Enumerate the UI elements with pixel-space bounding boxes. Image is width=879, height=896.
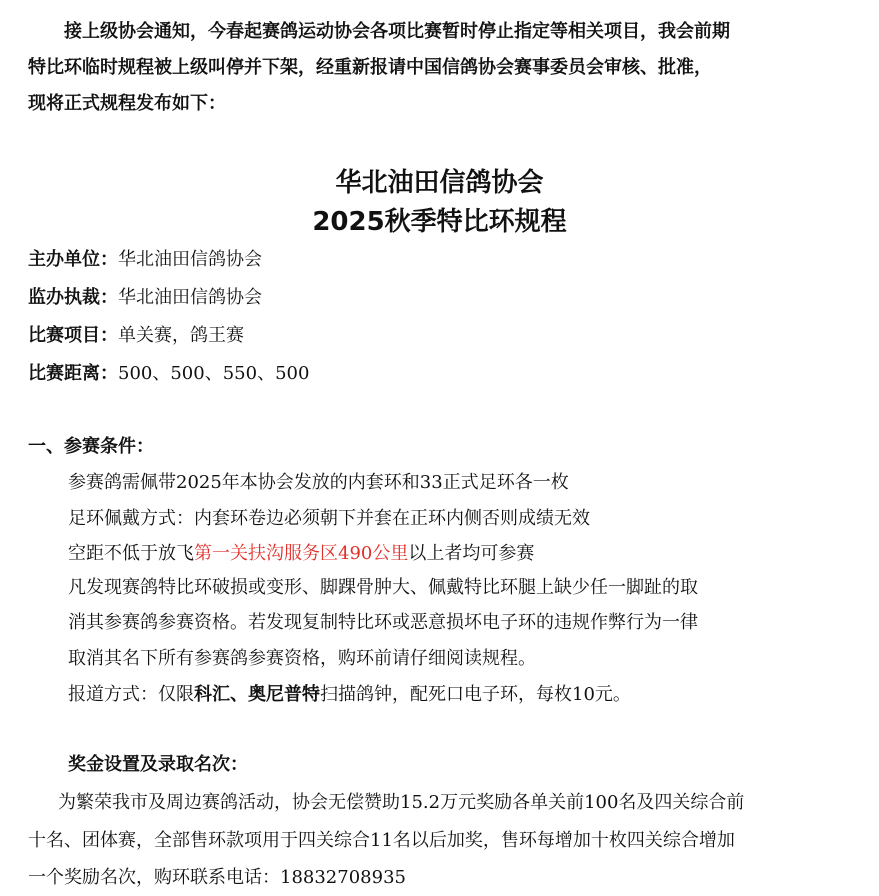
notice-line: 特比环临时规程被上级叫停并下架，经重新报请中国信鸽协会赛事委员会审核、批准，: [28, 57, 712, 78]
condition-line: [68, 540, 534, 568]
organizer-label: 主办单位：: [28, 249, 118, 270]
prize-contact-line: 一个奖励名次，购环联系电话：18832708935: [28, 867, 406, 888]
highlighted-distance: 第一关扶沟服务区490公里: [194, 543, 409, 564]
supervisor-value: 华北油田信鸽协会: [118, 287, 262, 308]
condition-text: 空距不低于放飞: [68, 543, 194, 564]
condition-line: 参赛鸽需佩带2025年本协会发放的内套环和33正式足环各一枚: [68, 472, 569, 493]
clock-brands: 科汇、奥尼普特: [194, 684, 320, 705]
condition-line: 足环佩戴方式：内套环卷边必须朝下并套在正环内侧否则成绩无效: [68, 508, 590, 529]
supervisor-row: [28, 284, 262, 312]
organizer-row: [28, 246, 262, 274]
notice-line: 接上级协会通知，今春起赛鸽运动协会各项比赛暂时停止指定等相关项目，我会前期: [64, 21, 730, 42]
distance-row: [28, 360, 309, 388]
document-subtitle: 2025秋季特比环规程: [312, 207, 567, 237]
conditions-heading: 一、参赛条件：: [28, 436, 154, 457]
condition-line: 消其参赛鸽参赛资格。若发现复制特比环或恶意损坏电子环的违规作弊行为一律: [68, 612, 698, 633]
condition-line: 取消其名下所有参赛鸽参赛资格，购环前请仔细阅读规程。: [68, 648, 536, 669]
events-value: 单关赛，鸽王赛: [118, 325, 244, 346]
condition-text: 报道方式：仅限: [68, 684, 194, 705]
prize-line: 为繁荣我市及周边赛鸽活动，协会无偿赞助15.2万元奖励各单关前100名及四关综合前: [58, 792, 745, 813]
prize-line: 十名、团体赛，全部售环款项用于四关综合11名以后加奖，售环每增加十枚四关综合增加: [28, 830, 735, 851]
condition-text: 扫描鸽钟，配死口电子环，每枚10元。: [320, 684, 631, 705]
distance-label: 比赛距离：: [28, 363, 118, 384]
distance-value: 500、500、550、500: [118, 363, 310, 384]
condition-line: [68, 681, 631, 709]
supervisor-label: 监办执裁：: [28, 287, 118, 308]
events-row: [28, 322, 244, 350]
prize-heading: 奖金设置及录取名次：: [68, 754, 248, 775]
organizer-value: 华北油田信鸽协会: [118, 249, 262, 270]
document-title: 华北油田信鸽协会: [335, 168, 544, 198]
events-label: 比赛项目：: [28, 325, 118, 346]
condition-text: 以上者均可参赛: [408, 543, 535, 564]
notice-line: 现将正式规程发布如下：: [28, 93, 226, 114]
notice-paragraph: [28, 14, 873, 122]
condition-line: 凡发现赛鸽特比环破损或变形、脚踝骨肿大、佩戴特比环腿上缺少任一脚趾的取: [68, 577, 698, 598]
